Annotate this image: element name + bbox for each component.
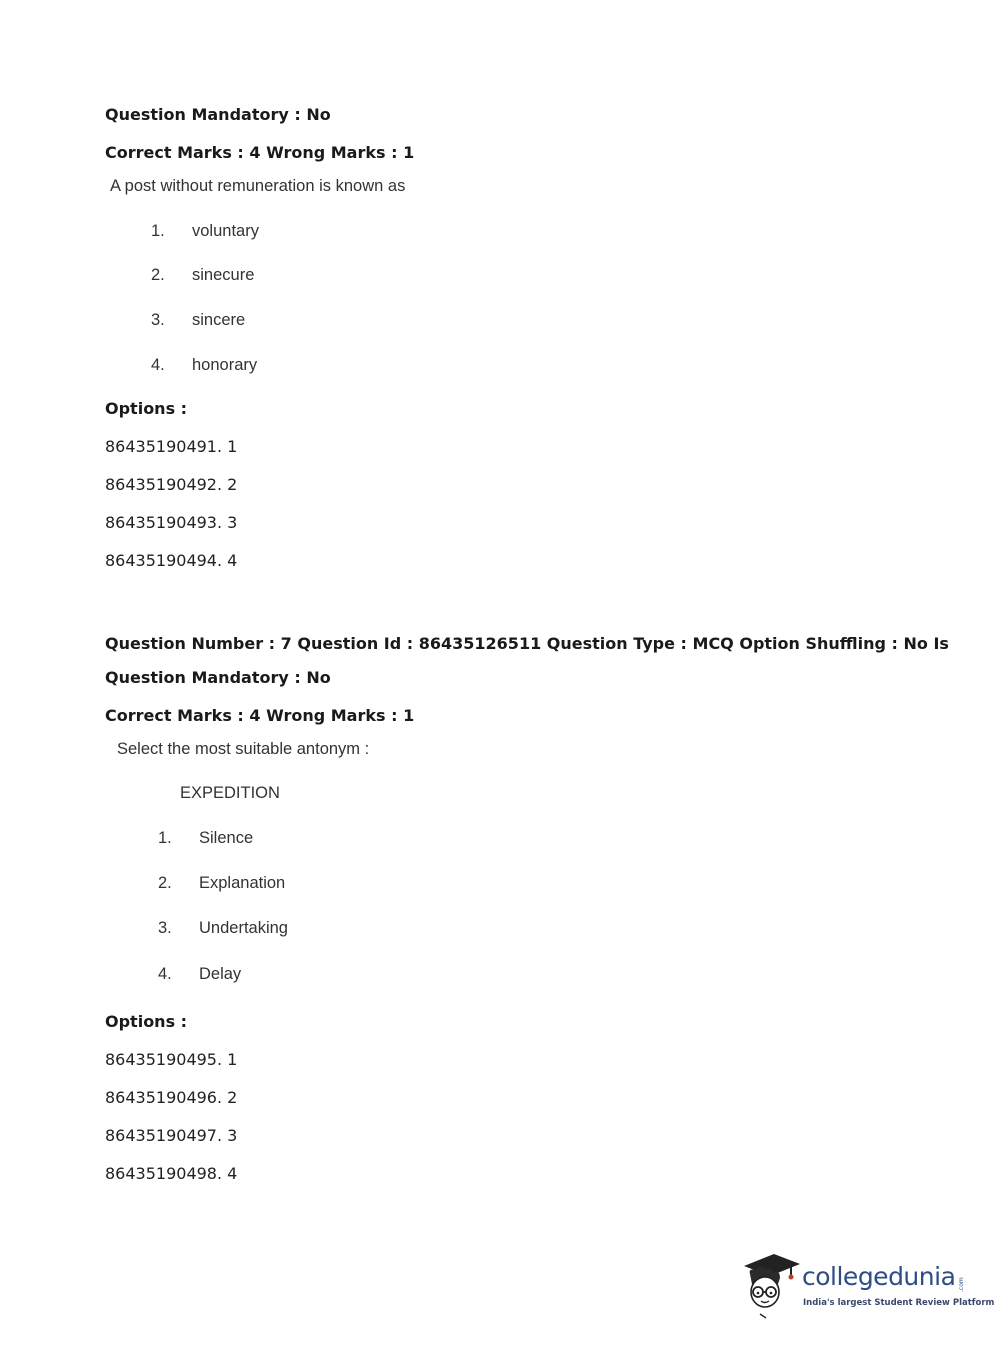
q6-option-id: 86435190493. 3 (105, 513, 238, 532)
q6-option-id: 86435190492. 2 (105, 475, 238, 494)
q6-question-text: A post without remuneration is known as (110, 177, 406, 195)
q6-choice-number: 1. (151, 222, 165, 240)
q7-option-id: 86435190496. 2 (105, 1088, 238, 1107)
q7-choice-number: 1. (158, 829, 172, 847)
q6-choice-text: sinecure (192, 266, 255, 284)
q6-mandatory: Question Mandatory : No (105, 105, 331, 124)
q7-choice-text: Delay (199, 965, 242, 983)
q7-choice-text: Explanation (199, 874, 286, 892)
q6-option-id: 86435190494. 4 (105, 551, 238, 570)
q7-option-id: 86435190498. 4 (105, 1164, 238, 1183)
logo-dotcom: .com (958, 1277, 965, 1292)
q7-word: EXPEDITION (180, 784, 280, 802)
mascot-icon (740, 1248, 802, 1320)
q7-marks: Correct Marks : 4 Wrong Marks : 1 (105, 706, 415, 725)
collegedunia-logo (740, 1248, 995, 1320)
q7-choice-number: 2. (158, 874, 172, 892)
q6-choice-text: honorary (192, 356, 258, 374)
q6-choice-number: 4. (151, 356, 165, 374)
q6-choice-number: 3. (151, 311, 165, 329)
q7-header: Question Number : 7 Question Id : 86435126511 Question Type : MCQ Option Shuffling : No Is (105, 634, 949, 653)
q7-choice-number: 3. (158, 919, 172, 937)
q6-choice-number: 2. (151, 266, 165, 284)
q7-mandatory: Question Mandatory : No (105, 668, 331, 687)
q7-choice-text: Undertaking (199, 919, 288, 937)
q6-marks: Correct Marks : 4 Wrong Marks : 1 (105, 143, 415, 162)
q7-question-text: Select the most suitable antonym : (117, 740, 370, 758)
q7-option-id: 86435190495. 1 (105, 1050, 238, 1069)
q7-choice-number: 4. (158, 965, 172, 983)
q7-options-label: Options : (105, 1012, 188, 1031)
q6-options-label: Options : (105, 399, 188, 418)
logo-brand-text: collegedunia (802, 1262, 956, 1291)
q6-choice-text: sincere (192, 311, 246, 329)
q7-choice-text: Silence (199, 829, 254, 847)
q6-option-id: 86435190491. 1 (105, 437, 238, 456)
logo-tagline: India's largest Student Review Platform (803, 1298, 995, 1308)
q6-choice-text: voluntary (192, 222, 259, 240)
q7-option-id: 86435190497. 3 (105, 1126, 238, 1145)
